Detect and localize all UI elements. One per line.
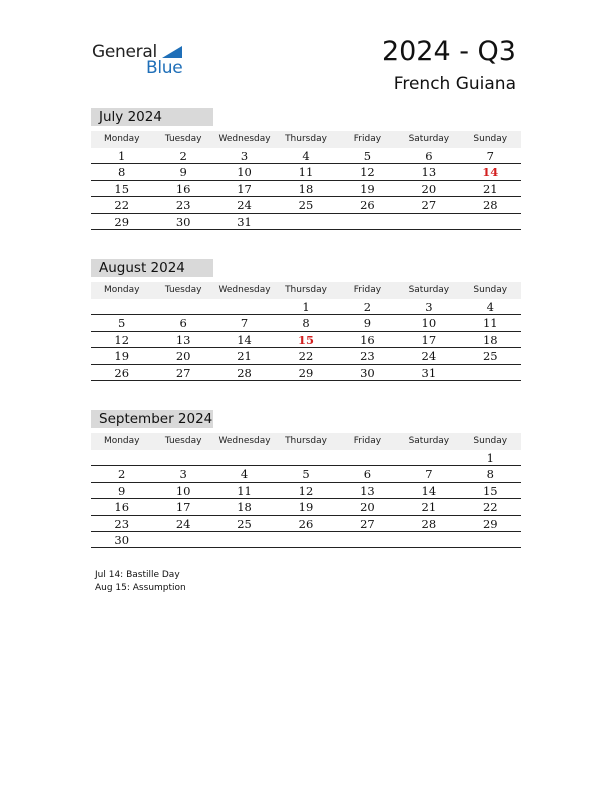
day-cell	[275, 214, 336, 230]
weekday-header-row	[91, 131, 521, 148]
week-row	[91, 532, 521, 548]
day-cell: 2	[118, 467, 126, 482]
day-cell: 6	[363, 467, 372, 482]
day-cell: 12	[360, 165, 375, 180]
day-cell: 29	[114, 214, 130, 229]
weekday-label: Friday	[353, 285, 382, 295]
week-row	[91, 181, 521, 197]
day-cell: 16	[360, 332, 375, 347]
weekday-label: Friday	[353, 436, 382, 446]
day-cell	[214, 299, 275, 315]
page-subtitle: French Guiana	[393, 74, 516, 94]
day-cell: 1	[486, 451, 494, 465]
week-row	[91, 466, 521, 482]
day-cell: 16	[114, 500, 130, 515]
day-cell: 22	[482, 500, 498, 515]
day-cell: 22	[298, 349, 314, 364]
weekday-label: Saturday	[408, 436, 450, 446]
day-cell: 7	[486, 149, 494, 163]
day-cell: 13	[421, 165, 437, 180]
day-cell: 9	[118, 483, 126, 498]
day-cell: 8	[302, 316, 310, 331]
day-cell: 26	[360, 198, 375, 213]
day-cell: 8	[486, 467, 494, 482]
day-cell: 18	[237, 500, 252, 515]
day-cell: 17	[421, 332, 437, 347]
weekday-label: Thursday	[285, 134, 327, 144]
day-cell: 3	[425, 300, 433, 314]
day-cell	[152, 450, 213, 466]
day-cell: 28	[237, 365, 252, 380]
weekday-label: Saturday	[408, 134, 450, 144]
day-cell: 30	[114, 532, 130, 547]
holiday-note: Jul 14: Bastille Day	[95, 570, 180, 580]
day-cell: 29	[482, 516, 498, 531]
logo-blue-text: Blue	[146, 58, 183, 78]
week-row	[91, 164, 521, 180]
day-cell: 7	[240, 316, 249, 331]
day-cell: 11	[298, 165, 314, 180]
day-cell: 5	[363, 149, 372, 163]
day-cell: 15	[482, 483, 498, 498]
weekday-label: Thursday	[285, 436, 327, 446]
day-cell: 19	[360, 181, 375, 196]
day-cell: 28	[421, 516, 437, 531]
day-cell	[91, 450, 152, 466]
day-cell: 27	[360, 516, 375, 531]
weekday-header-row	[91, 282, 521, 299]
month-august	[91, 259, 521, 381]
week-row	[91, 365, 521, 381]
day-cell: 23	[114, 516, 130, 531]
week-row	[91, 197, 521, 213]
day-cell	[337, 450, 398, 466]
day-cell	[214, 532, 275, 548]
month-title: August 2024	[91, 259, 213, 277]
day-cell: 10	[421, 316, 437, 331]
weekday-label: Sunday	[473, 436, 508, 446]
weekday-label: Monday	[103, 285, 140, 295]
day-cell: 22	[114, 198, 130, 213]
day-cell: 11	[237, 483, 252, 498]
weekday-label: Friday	[353, 134, 382, 144]
day-cell: 17	[237, 181, 252, 196]
day-cell: 28	[482, 198, 498, 213]
day-cell: 15	[114, 181, 130, 196]
week-row	[91, 483, 521, 499]
day-cell: 21	[237, 349, 252, 364]
logo	[92, 42, 192, 78]
week-row	[91, 214, 521, 230]
week-row	[91, 516, 521, 532]
day-cell: 2	[363, 300, 372, 314]
weekday-label: Wednesday	[218, 436, 271, 446]
weekday-label: Saturday	[408, 285, 450, 295]
day-cell: 20	[360, 500, 375, 515]
day-cell: 4	[486, 300, 494, 314]
day-cell	[214, 450, 275, 466]
day-cell: 9	[179, 165, 187, 180]
day-cell: 26	[298, 516, 314, 531]
day-cell: 10	[175, 483, 191, 498]
day-cell: 26	[114, 365, 130, 380]
day-cell: 24	[237, 198, 252, 213]
day-cell: 23	[360, 349, 375, 364]
logo-triangle-icon	[162, 46, 182, 58]
day-cell: 30	[360, 365, 375, 380]
day-cell: 3	[240, 149, 249, 163]
week-row	[91, 450, 521, 466]
weekday-label: Thursday	[285, 285, 327, 295]
day-cell: 27	[421, 198, 437, 213]
week-row	[91, 332, 521, 348]
holiday-note: Aug 15: Assumption	[95, 582, 186, 593]
day-cell: 18	[298, 181, 314, 196]
day-cell: 4	[302, 149, 310, 163]
week-row	[91, 315, 521, 331]
day-cell: 21	[421, 500, 437, 515]
day-cell	[398, 532, 459, 548]
day-cell	[152, 299, 213, 315]
month-july	[91, 108, 521, 230]
day-cell: 30	[175, 214, 191, 229]
day-cell	[398, 214, 459, 230]
day-cell	[337, 532, 398, 548]
day-cell: 31	[421, 365, 437, 380]
month-title: September 2024	[91, 410, 213, 428]
day-cell: 24	[421, 349, 437, 364]
day-cell: 4	[240, 467, 249, 482]
weekday-label: Monday	[103, 134, 140, 144]
day-cell: 23	[175, 198, 191, 213]
day-cell: 10	[237, 165, 252, 180]
day-cell: 14	[237, 332, 252, 347]
day-cell: 16	[175, 181, 191, 196]
weekday-label: Monday	[103, 436, 140, 446]
holiday-notes	[95, 569, 186, 594]
weekday-label: Sunday	[473, 134, 508, 144]
day-cell: 19	[298, 500, 314, 515]
day-cell	[460, 214, 521, 230]
day-cell: 25	[482, 349, 498, 364]
day-cell	[152, 532, 213, 548]
day-cell	[337, 214, 398, 230]
day-cell: 13	[360, 483, 375, 498]
day-cell: 31	[237, 214, 252, 229]
day-cell: 17	[175, 500, 191, 515]
weekday-label: Tuesday	[164, 134, 202, 144]
day-cell: 5	[118, 316, 126, 331]
week-row	[91, 348, 521, 364]
week-row	[91, 148, 521, 164]
day-cell	[91, 299, 152, 315]
weekday-label: Tuesday	[164, 285, 202, 295]
day-cell: 21	[482, 181, 498, 196]
day-cell: 25	[298, 198, 314, 213]
day-cell: 20	[421, 181, 437, 196]
day-cell: 18	[482, 332, 498, 347]
weekday-label: Wednesday	[218, 134, 271, 144]
day-cell	[460, 365, 521, 381]
day-cell: 27	[175, 365, 191, 380]
day-cell: 1	[118, 149, 126, 163]
day-cell: 2	[179, 149, 187, 163]
day-cell: 20	[175, 349, 191, 364]
weekday-label: Tuesday	[164, 436, 202, 446]
day-cell: 3	[179, 467, 187, 482]
month-title: July 2024	[91, 108, 213, 126]
day-cell	[398, 450, 459, 466]
day-cell: 5	[302, 467, 310, 482]
day-cell: 7	[425, 467, 433, 482]
day-cell: 11	[482, 316, 498, 331]
day-cell: 19	[114, 349, 130, 364]
day-cell: 8	[118, 165, 126, 180]
month-september	[91, 410, 521, 548]
day-cell: 14	[421, 483, 437, 498]
day-cell: 6	[179, 316, 187, 331]
day-cell: 29	[298, 365, 314, 380]
weekday-label: Wednesday	[218, 285, 271, 295]
day-cell	[460, 532, 521, 548]
day-cell: 6	[425, 149, 433, 163]
day-cell: 9	[363, 316, 372, 331]
day-cell: 1	[302, 300, 310, 314]
weekday-header-row	[91, 433, 521, 450]
day-cell: 12	[114, 332, 130, 347]
day-cell: 15	[297, 332, 314, 347]
day-cell: 12	[298, 483, 314, 498]
day-cell: 14	[482, 165, 499, 180]
day-cell	[275, 450, 336, 466]
page-title: 2024 - Q3	[381, 36, 516, 67]
day-cell: 25	[237, 516, 252, 531]
weekday-label: Sunday	[473, 285, 508, 295]
logo-general-text: General	[92, 42, 157, 62]
day-cell: 13	[175, 332, 191, 347]
week-row	[91, 499, 521, 515]
week-row	[91, 299, 521, 315]
day-cell	[275, 532, 336, 548]
day-cell: 24	[175, 516, 191, 531]
